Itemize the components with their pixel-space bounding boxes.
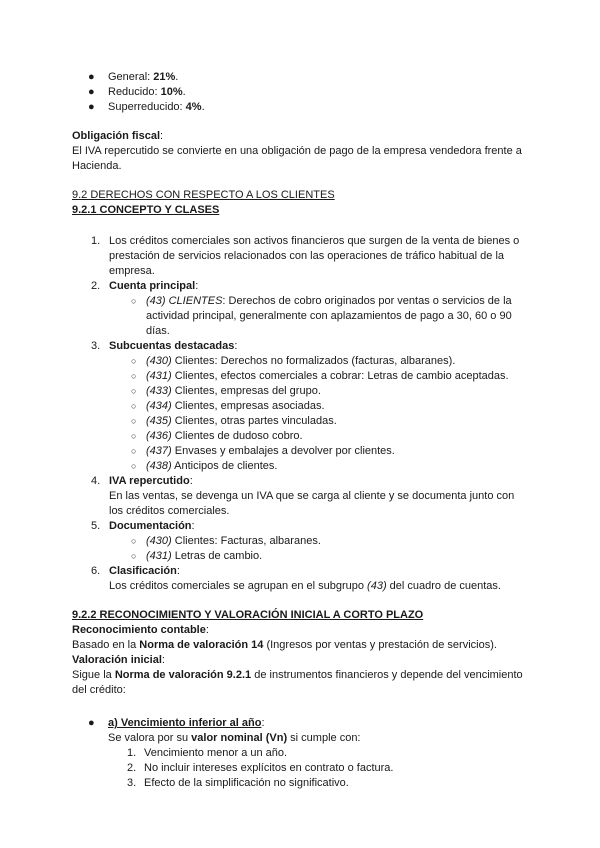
document-page [72, 70, 537, 791]
circle-bullet-icon: ○ [131, 416, 137, 426]
item-title: IVA repercutido [109, 475, 190, 487]
obligacion-block [72, 129, 537, 174]
item-number: 3. [127, 777, 137, 789]
item-text: Efecto de la simplificación no significativo. [144, 777, 349, 789]
account-code: (430) [146, 535, 172, 547]
item-number: 6. [91, 565, 101, 577]
colon: : [191, 520, 195, 532]
item-title: Subcuentas destacadas [109, 340, 235, 352]
item-text: actividad principal, generalmente con aplazamientos de pago a 30, 60 o 90 [146, 310, 512, 322]
paragraph-text: Sigue la [72, 669, 115, 681]
item-text: Clientes, efectos comerciales a cobrar: Letras de cambio aceptadas. [171, 370, 509, 382]
sub-list-item [72, 384, 537, 399]
account-code: (438) [146, 460, 172, 472]
rate-value: 21% [153, 71, 176, 83]
obligacion-title: Obligación fiscal [72, 130, 161, 142]
item-text: No incluir intereses explícitos en contrato o factura. [144, 762, 394, 774]
subsection-title: 9.2.1 CONCEPTO Y CLASES [72, 204, 220, 216]
condition-item [72, 776, 537, 791]
sub-list-item [72, 414, 537, 429]
sub-list-item [72, 444, 537, 459]
norma-ref: Norma de valoración 14 [139, 639, 264, 651]
item-text: Clientes, empresas del grupo. [171, 385, 321, 397]
circle-bullet-icon: ○ [131, 431, 137, 441]
obligacion-text: Hacienda. [72, 160, 122, 172]
colon: : [234, 340, 238, 352]
item-text: Letras de cambio. [171, 550, 263, 562]
item-text: los créditos comerciales. [109, 505, 230, 517]
rate-end: . [201, 101, 205, 113]
sub-list-item [72, 534, 537, 549]
condition-item [72, 746, 537, 761]
item-number: 5. [91, 520, 101, 532]
item-text: Envases y embalajes a devolver por clientes. [171, 445, 395, 457]
item-text: empresa. [109, 265, 155, 277]
circle-bullet-icon: ○ [131, 296, 137, 306]
colon: : [189, 475, 193, 487]
paragraph-text: de instrumentos financieros y depende del vencimiento [251, 669, 523, 681]
sub-list-item [72, 429, 537, 444]
rate-value: 10% [160, 86, 183, 98]
item-text: En las ventas, se devenga un IVA que se carga al cliente y se documenta junto con [109, 490, 515, 502]
list-item [72, 519, 537, 534]
list-item [72, 234, 537, 279]
section-header [72, 188, 537, 218]
item-number: 4. [91, 475, 101, 487]
reconocimiento-title: Reconocimiento contable [72, 624, 206, 636]
norma-ref: Norma de valoración 9.2.1 [114, 669, 252, 681]
list-item [72, 716, 537, 746]
paragraph-text: (Ingresos por ventas y prestación de servicios). [263, 639, 497, 651]
paragraph-text: Basado en la [72, 639, 140, 651]
condition-item [72, 761, 537, 776]
colon: : [195, 280, 199, 292]
item-text: Anticipos de clientes. [171, 460, 278, 472]
paragraph-text: si cumple con: [287, 732, 361, 744]
item-text: Vencimiento menor a un año. [144, 747, 288, 759]
circle-bullet-icon: ○ [131, 446, 137, 456]
rate-label: Superreducido: [108, 101, 186, 113]
account-code: (431) [146, 550, 172, 562]
bullet-icon: ● [88, 717, 95, 729]
bullet-icon: ● [88, 71, 95, 83]
paragraph-text: Se valora por su [108, 732, 192, 744]
item-text: días. [146, 325, 170, 337]
list-item [72, 279, 537, 294]
circle-bullet-icon: ○ [131, 371, 137, 381]
subsection-title: 9.2.2 RECONOCIMIENTO Y VALORACIÓN INICIAL A CORTO PLAZO [72, 609, 424, 621]
valor-nominal: valor nominal (Vn) [191, 732, 288, 744]
circle-bullet-icon: ○ [131, 386, 137, 396]
item-title: Documentación [109, 520, 192, 532]
list-item [72, 70, 537, 85]
item-text: prestación de servicios relacionados con las operaciones de tráfico habitual de la [109, 250, 505, 262]
account-code: (433) [146, 385, 172, 397]
valoracion-title: Valoración inicial [72, 654, 162, 666]
rate-end: . [175, 71, 179, 83]
account-code: (43) CLIENTES [146, 295, 223, 307]
circle-bullet-icon: ○ [131, 461, 137, 471]
colon: : [176, 565, 180, 577]
paragraph-text: del crédito: [72, 684, 126, 696]
bullet-icon: ● [88, 86, 95, 98]
account-code: (434) [146, 400, 172, 412]
circle-bullet-icon: ○ [131, 551, 137, 561]
item-text: Clientes, empresas asociadas. [171, 400, 325, 412]
circle-bullet-icon: ○ [131, 401, 137, 411]
item-title: Clasificación [109, 565, 177, 577]
list-item [72, 564, 537, 594]
rates-list [72, 70, 537, 115]
item-number: 1. [127, 747, 137, 759]
colon: : [205, 624, 209, 636]
item-title: Cuenta principal [109, 280, 196, 292]
account-code: (437) [146, 445, 172, 457]
rate-label: General: [108, 71, 154, 83]
account-code: (435) [146, 415, 172, 427]
list-item [72, 474, 537, 519]
concept-list [72, 234, 537, 594]
account-code: (436) [146, 430, 172, 442]
sub-list-item [72, 354, 537, 369]
account-code: (430) [146, 355, 172, 367]
section-title: 9.2 DERECHOS CON RESPECTO A LOS CLIENTES [72, 189, 335, 201]
item-text: Los créditos comerciales se agrupan en el subgrupo [109, 580, 368, 592]
item-number: 2. [127, 762, 137, 774]
sub-list-item [72, 294, 537, 339]
section-922 [72, 608, 537, 791]
list-item [72, 100, 537, 115]
item-number: 2. [91, 280, 101, 292]
item-number: 3. [91, 340, 101, 352]
rate-end: . [182, 86, 186, 98]
colon: : [160, 130, 164, 142]
item-text: del cuadro de cuentas. [386, 580, 501, 592]
case-title: a) Vencimiento inferior al año [108, 717, 262, 729]
rate-value: 4% [185, 101, 202, 113]
account-code: (431) [146, 370, 172, 382]
sub-list-item [72, 549, 537, 564]
list-item [72, 85, 537, 100]
sub-list-item [72, 369, 537, 384]
item-text: Clientes de dudoso cobro. [171, 430, 303, 442]
rate-label: Reducido: [108, 86, 161, 98]
list-item [72, 339, 537, 354]
item-text: Los créditos comerciales son activos financieros que surgen de la venta de bienes o [109, 235, 520, 247]
item-text: : Derechos de cobro originados por ventas o servicios de la [222, 295, 512, 307]
item-text: Clientes, otras partes vinculadas. [171, 415, 337, 427]
obligacion-text: El IVA repercutido se convierte en una obligación de pago de la empresa vendedora frente a [72, 145, 522, 157]
item-text: Clientes: Derechos no formalizados (facturas, albaranes). [171, 355, 456, 367]
item-text: Clientes: Facturas, albaranes. [171, 535, 321, 547]
sub-list-item [72, 459, 537, 474]
bullet-icon: ● [88, 101, 95, 113]
sub-list-item [72, 399, 537, 414]
item-number: 1. [91, 235, 101, 247]
account-code: (43) [367, 580, 387, 592]
colon: : [261, 717, 265, 729]
circle-bullet-icon: ○ [131, 356, 137, 366]
colon: : [161, 654, 165, 666]
circle-bullet-icon: ○ [131, 536, 137, 546]
